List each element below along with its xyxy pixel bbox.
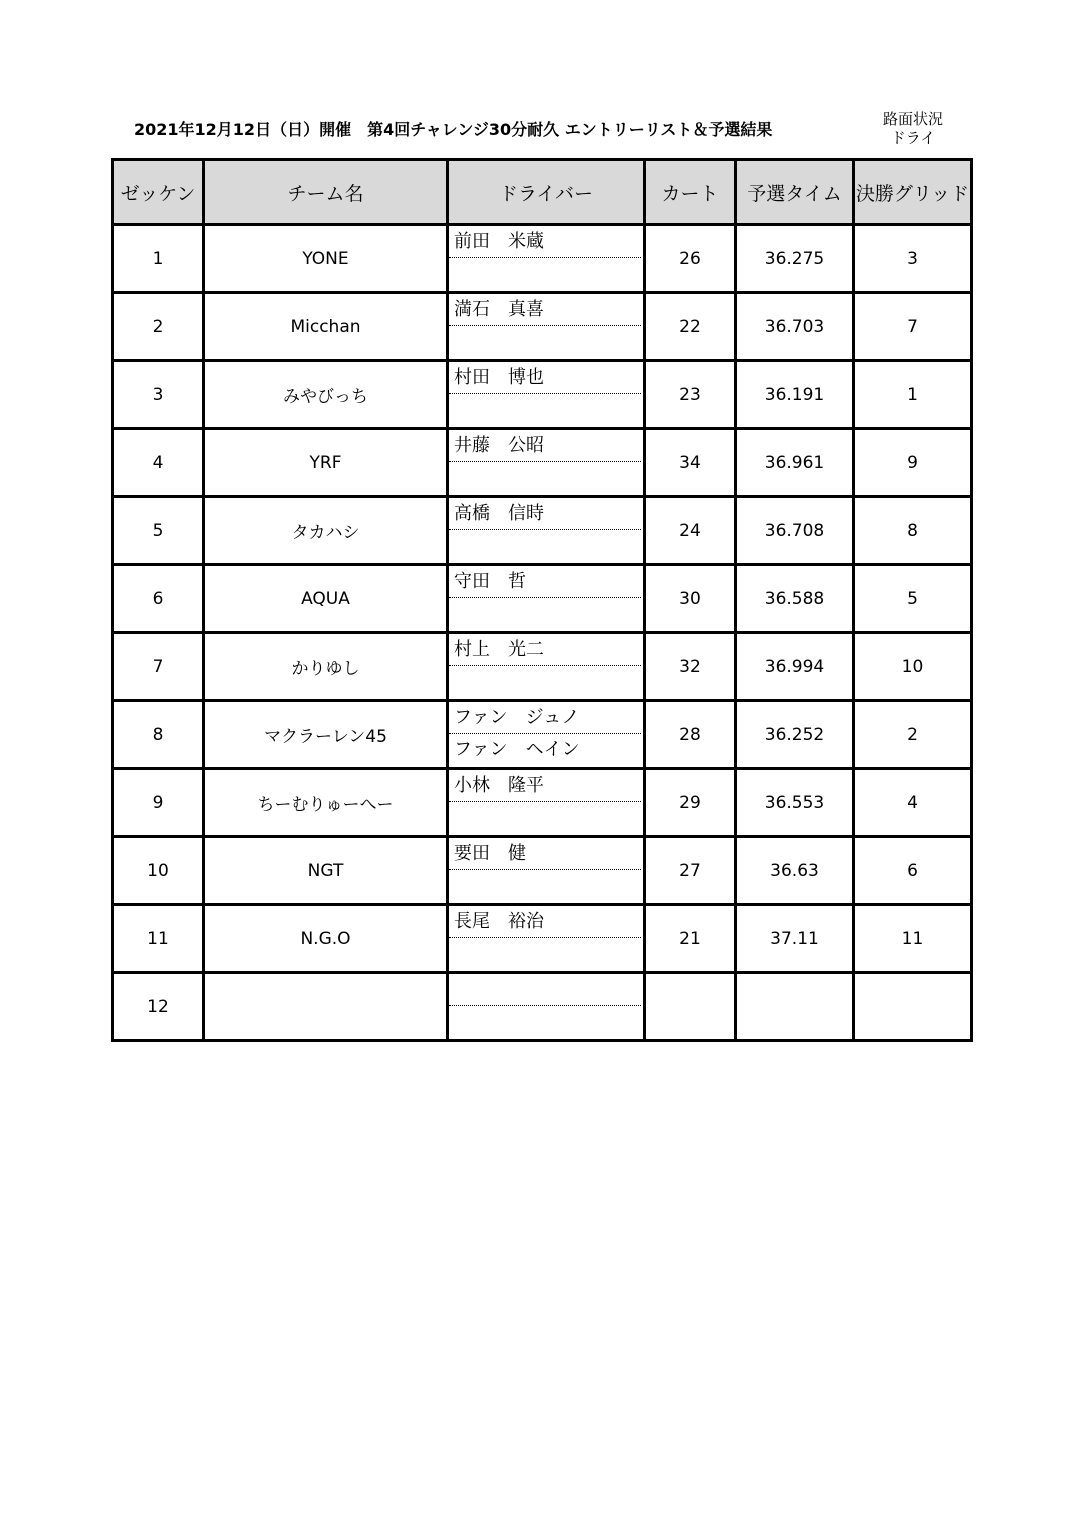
final-grid-cell: 2 (854, 701, 972, 769)
team-cell: タカハシ (204, 497, 448, 565)
qualifying-time-cell: 36.961 (736, 429, 854, 497)
driver-cell (448, 497, 645, 565)
driver-cell (448, 225, 645, 293)
kart-cell: 26 (645, 225, 736, 293)
qualifying-time-cell: 36.275 (736, 225, 854, 293)
final-grid-cell: 7 (854, 293, 972, 361)
final-grid-cell: 1 (854, 361, 972, 429)
page-title: 2021年12月12日（日）開催 第4回チャレンジ30分耐久 エントリーリスト＆予選結果 (134, 120, 773, 139)
team-cell (204, 973, 448, 1041)
driver-1: 小林 隆平 (449, 770, 641, 802)
driver-2 (449, 666, 643, 698)
qualifying-time-cell: 36.708 (736, 497, 854, 565)
zekken-cell: 7 (113, 633, 204, 701)
qualifying-time-cell: 36.63 (736, 837, 854, 905)
driver-1: 井藤 公昭 (449, 430, 641, 462)
zekken-cell: 9 (113, 769, 204, 837)
driver-1: 村田 博也 (449, 362, 641, 394)
final-grid-cell (854, 973, 972, 1041)
zekken-cell: 4 (113, 429, 204, 497)
zekken-cell: 8 (113, 701, 204, 769)
driver-2 (449, 394, 643, 426)
final-grid-cell: 5 (854, 565, 972, 633)
header-kart: カート (645, 160, 736, 225)
kart-cell: 23 (645, 361, 736, 429)
driver-2 (449, 1006, 643, 1038)
kart-cell: 29 (645, 769, 736, 837)
final-grid-cell: 9 (854, 429, 972, 497)
road-condition-value: ドライ (890, 129, 936, 147)
team-cell: N.G.O (204, 905, 448, 973)
header-final-grid: 決勝グリッド (854, 160, 972, 225)
team-cell: AQUA (204, 565, 448, 633)
team-cell: マクラーレン45 (204, 701, 448, 769)
driver-cell (448, 973, 645, 1041)
final-grid-cell: 10 (854, 633, 972, 701)
kart-cell: 22 (645, 293, 736, 361)
table-header-row (113, 160, 972, 225)
table-row (113, 429, 972, 497)
kart-cell: 28 (645, 701, 736, 769)
table-row (113, 837, 972, 905)
driver-cell (448, 769, 645, 837)
qualifying-time-cell (736, 973, 854, 1041)
header-zekken: ゼッケン (113, 160, 204, 225)
driver-cell (448, 565, 645, 633)
table-row (113, 497, 972, 565)
qualifying-time-cell: 36.703 (736, 293, 854, 361)
table-row (113, 225, 972, 293)
driver-2 (449, 530, 643, 562)
kart-cell: 32 (645, 633, 736, 701)
final-grid-cell: 8 (854, 497, 972, 565)
kart-cell: 30 (645, 565, 736, 633)
team-cell: Micchan (204, 293, 448, 361)
driver-1: 高橋 信時 (449, 498, 641, 530)
header-team: チーム名 (204, 160, 448, 225)
final-grid-cell: 4 (854, 769, 972, 837)
final-grid-cell: 6 (854, 837, 972, 905)
qualifying-time-cell: 36.191 (736, 361, 854, 429)
road-condition-label: 路面状況 (882, 110, 943, 128)
final-grid-cell: 3 (854, 225, 972, 293)
qualifying-time-cell: 37.11 (736, 905, 854, 973)
kart-cell: 21 (645, 905, 736, 973)
entry-table (111, 158, 973, 1042)
driver-cell (448, 429, 645, 497)
zekken-cell: 5 (113, 497, 204, 565)
driver-2 (449, 938, 643, 970)
driver-1 (449, 974, 641, 1006)
qualifying-time-cell: 36.588 (736, 565, 854, 633)
driver-1: 長尾 裕治 (449, 906, 641, 938)
team-cell: NGT (204, 837, 448, 905)
zekken-cell: 1 (113, 225, 204, 293)
driver-1: 守田 哲 (449, 566, 641, 598)
table-row (113, 361, 972, 429)
zekken-cell: 3 (113, 361, 204, 429)
driver-cell (448, 905, 645, 973)
qualifying-time-cell: 36.252 (736, 701, 854, 769)
driver-2: ファン ヘイン (454, 739, 580, 760)
header-qualifying-time: 予選タイム (736, 160, 854, 225)
table-row (113, 293, 972, 361)
driver-cell (448, 633, 645, 701)
table-row (113, 565, 972, 633)
table-row (113, 973, 972, 1041)
table-row (113, 769, 972, 837)
driver-1: 満石 真喜 (449, 294, 641, 326)
kart-cell (645, 973, 736, 1041)
driver-2 (449, 258, 643, 290)
driver-1: 村上 光二 (449, 634, 641, 666)
zekken-cell: 6 (113, 565, 204, 633)
qualifying-time-cell: 36.553 (736, 769, 854, 837)
zekken-cell: 10 (113, 837, 204, 905)
driver-2 (449, 462, 643, 494)
qualifying-time-cell: 36.994 (736, 633, 854, 701)
table-row (113, 905, 972, 973)
driver-2 (449, 326, 643, 358)
team-cell: みやびっち (204, 361, 448, 429)
driver-1: ファン ジュノ (449, 702, 641, 734)
table-row (113, 633, 972, 701)
driver-cell (448, 837, 645, 905)
team-cell: YONE (204, 225, 448, 293)
header-driver: ドライバー (448, 160, 645, 225)
zekken-cell: 12 (113, 973, 204, 1041)
driver-cell (448, 701, 645, 769)
team-cell: YRF (204, 429, 448, 497)
team-cell: かりゆし (204, 633, 448, 701)
zekken-cell: 2 (113, 293, 204, 361)
kart-cell: 34 (645, 429, 736, 497)
table-row (113, 701, 972, 769)
team-cell: ちーむりゅーへー (204, 769, 448, 837)
kart-cell: 24 (645, 497, 736, 565)
final-grid-cell: 11 (854, 905, 972, 973)
driver-cell (448, 293, 645, 361)
driver-cell (448, 361, 645, 429)
zekken-cell: 11 (113, 905, 204, 973)
kart-cell: 27 (645, 837, 736, 905)
driver-2 (449, 598, 643, 630)
driver-1: 要田 健 (449, 838, 641, 870)
driver-2 (449, 870, 643, 902)
road-condition (868, 110, 958, 148)
driver-1: 前田 米蔵 (449, 226, 641, 258)
driver-2 (449, 802, 643, 834)
